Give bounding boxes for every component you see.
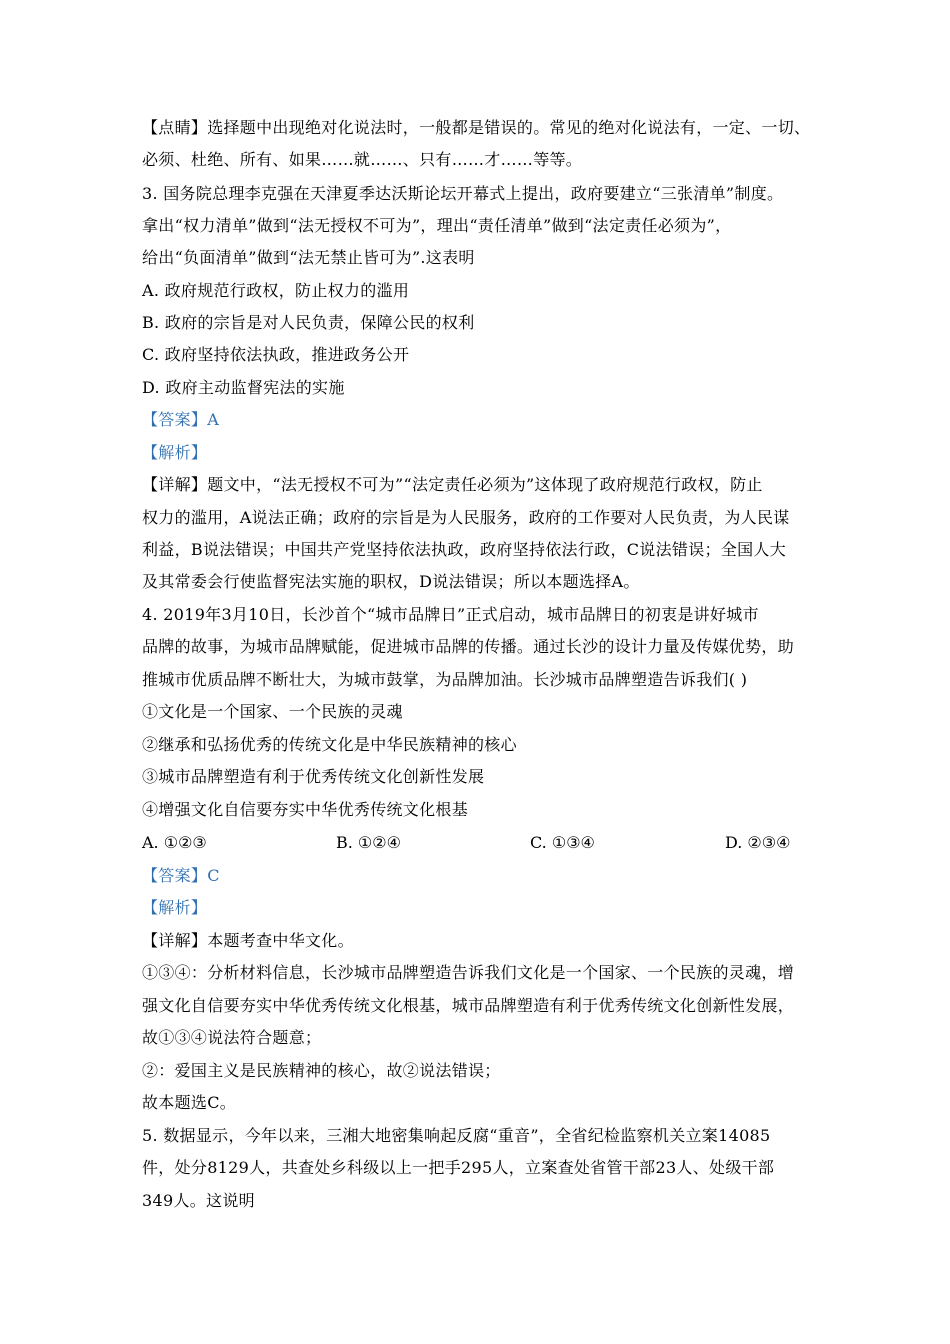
- dianjing-line-2: 必须、杜绝、所有、如果……就……、只有……才……等等。: [142, 150, 583, 169]
- q3-answer: 【答案】A: [142, 410, 220, 429]
- q4-statement-4: ④增强文化自信要夯实中华优秀传统文化根基: [142, 800, 469, 819]
- q4-option-d: D. ②③④: [725, 833, 791, 852]
- q3-option-a: A. 政府规范行政权，防止权力的滥用: [142, 281, 410, 300]
- q4-detail-line-5: ②：爱国主义是民族精神的核心，故②说法错误；: [142, 1061, 501, 1080]
- q4-stem-line-1: 4. 2019年3月10日，长沙首个“城市品牌日”正式启动，城市品牌日的初衷是讲好城市: [142, 605, 759, 624]
- q4-options-row: [142, 833, 812, 853]
- q3-stem-line-3: 给出“负面清单”做到“法无禁止皆可为”.这表明: [142, 248, 475, 267]
- q3-option-d: D. 政府主动监督宪法的实施: [142, 378, 345, 397]
- q4-option-c: C. ①③④: [530, 833, 595, 852]
- q4-detail-line-2: ①③④：分析材料信息，长沙城市品牌塑造告诉我们文化是一个国家、一个民族的灵魂，增: [142, 963, 795, 982]
- q3-option-c: C. 政府坚持依法执政，推进政务公开: [142, 345, 410, 364]
- q4-statement-1: ①文化是一个国家、一个民族的灵魂: [142, 702, 403, 721]
- q4-statement-2: ②继承和弘扬优秀的传统文化是中华民族精神的核心: [142, 735, 517, 754]
- q5-stem-line-3: 349人。这说明: [142, 1191, 255, 1210]
- q3-stem-line-1: 3. 国务院总理李克强在天津夏季达沃斯论坛开幕式上提出，政府要建立“三张清单”制度。: [142, 184, 784, 203]
- q4-stem-line-2: 品牌的故事，为城市品牌赋能，促进城市品牌的传播。通过长沙的设计力量及传媒优势，助: [142, 637, 795, 656]
- q4-detail-line-1: 【详解】本题考查中华文化。: [142, 931, 354, 950]
- q3-stem-line-2: 拿出“权力清单”做到“法无授权不可为”，理出“责任清单”做到“法定责任必须为”，: [142, 216, 732, 235]
- q5-stem-line-1: 5. 数据显示，今年以来，三湘大地密集响起反腐“重音”，全省纪检监察机关立案14085: [142, 1126, 771, 1145]
- q3-option-b: B. 政府的宗旨是对人民负责，保障公民的权利: [142, 313, 475, 332]
- q4-option-a: A. ①②③: [142, 833, 207, 852]
- q4-stem-line-3: 推城市优质品牌不断壮大，为城市鼓掌，为品牌加油。长沙城市品牌塑造告诉我们( ): [142, 670, 748, 689]
- q3-detail-line-1: 【详解】题文中，“法无授权不可为”“法定责任必须为”这体现了政府规范行政权，防止: [142, 475, 763, 494]
- q4-answer: 【答案】C: [142, 866, 220, 885]
- q5-stem-line-2: 件，处分8129人，共查处乡科级以上一把手295人，立案查处省管干部23人、处级干部: [142, 1158, 775, 1177]
- dianjing-line-1: 【点睛】选择题中出现绝对化说法时，一般都是错误的。常见的绝对化说法有，一定、一切、: [142, 118, 811, 137]
- q3-detail-line-4: 及其常委会行使监督宪法实施的职权，D说法错误；所以本题选择A。: [142, 572, 640, 591]
- q3-detail-line-2: 权力的滥用，A说法正确；政府的宗旨是为人民服务，政府的工作要对人民负责，为人民谋: [142, 508, 790, 527]
- q3-analysis-label: 【解析】: [142, 443, 208, 462]
- q4-option-b: B. ①②④: [336, 833, 401, 852]
- q4-statement-3: ③城市品牌塑造有利于优秀传统文化创新性发展: [142, 767, 485, 786]
- q4-detail-line-6: 故本题选C。: [142, 1093, 237, 1112]
- q4-detail-line-3: 强文化自信要夯实中华优秀传统文化根基，城市品牌塑造有利于优秀传统文化创新性发展，: [142, 996, 795, 1015]
- q3-detail-line-3: 利益，B说法错误；中国共产党坚持依法执政，政府坚持依法行政，C说法错误；全国人大: [142, 540, 787, 559]
- q4-analysis-label: 【解析】: [142, 898, 208, 917]
- q4-detail-line-4: 故①③④说法符合题意；: [142, 1028, 322, 1047]
